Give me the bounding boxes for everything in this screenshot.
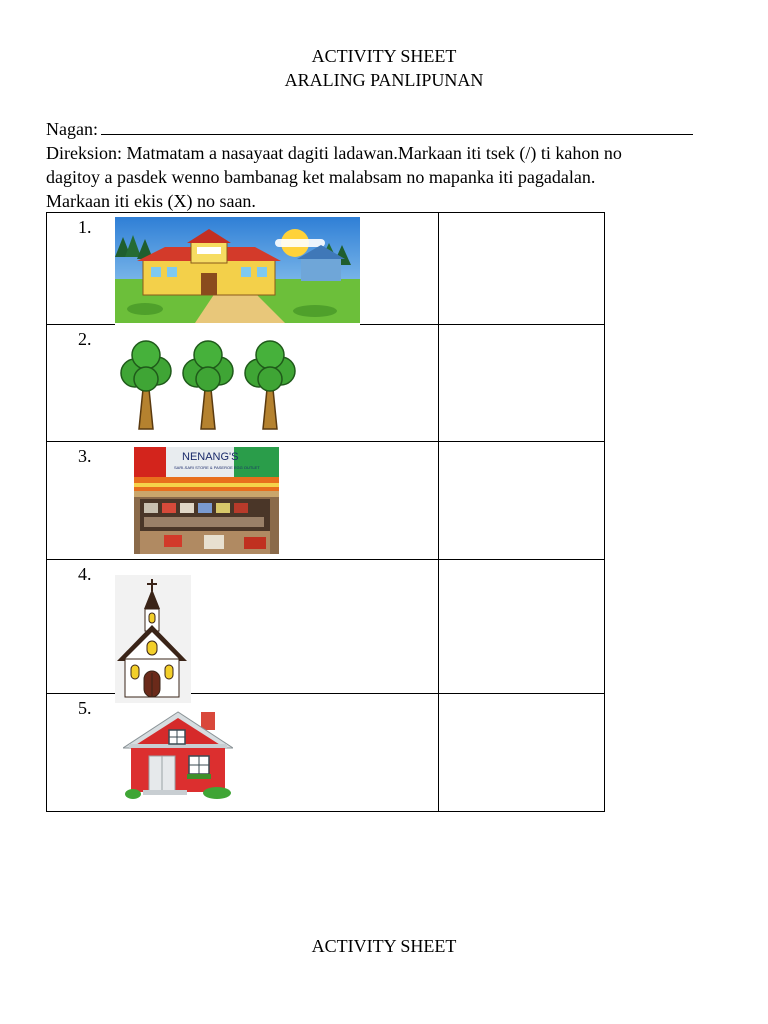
item-number: 3.: [78, 446, 92, 466]
item-number: 1.: [78, 217, 92, 237]
trees-picture: [117, 339, 302, 433]
item-number: 4.: [78, 564, 92, 584]
item-number: 5.: [78, 698, 92, 718]
table-row: [47, 213, 605, 325]
picture-cell: [47, 213, 439, 325]
house-picture: [123, 710, 233, 800]
picture-cell: [47, 560, 439, 694]
picture-cell: [47, 694, 439, 812]
answer-box[interactable]: [439, 213, 605, 325]
table-row: [47, 442, 605, 560]
table-row: [47, 560, 605, 694]
name-blank-line[interactable]: [101, 118, 693, 135]
table-row: [47, 325, 605, 442]
answer-box[interactable]: [439, 560, 605, 694]
directions-line-1: Direksion: Matmatam a nasayaat dagiti ladawan.Markaan iti tsek (/) ti kahon no: [46, 143, 622, 163]
directions-line-2: dagitoy a pasdek wenno bambanag ket malabsam no mapanka iti pagadalan.: [46, 167, 596, 187]
picture-cell: [47, 325, 439, 442]
church-picture: [115, 575, 191, 703]
answer-box[interactable]: [439, 694, 605, 812]
sheet-title: ACTIVITY SHEET: [311, 46, 457, 66]
school-building-picture: [115, 217, 360, 327]
next-sheet-title: ACTIVITY SHEET: [311, 936, 457, 956]
subject-title: ARALING PANLIPUNAN: [284, 70, 484, 90]
answer-box[interactable]: [439, 325, 605, 442]
name-label: Nagan:: [46, 119, 98, 139]
sari-sari-store-picture: [134, 447, 279, 554]
item-number: 2.: [78, 329, 92, 349]
directions-line-3: Markaan iti ekis (X) no saan.: [46, 191, 256, 211]
answer-box[interactable]: [439, 442, 605, 560]
store-sign-subtext: SARI-SARI STORE & PASEROE EGG OUTLET: [174, 465, 260, 470]
name-field: [46, 117, 693, 141]
picture-cell: [47, 442, 439, 560]
store-sign-text: NENANG'S: [182, 451, 239, 463]
table-row: [47, 694, 605, 812]
activity-table: [46, 212, 605, 812]
